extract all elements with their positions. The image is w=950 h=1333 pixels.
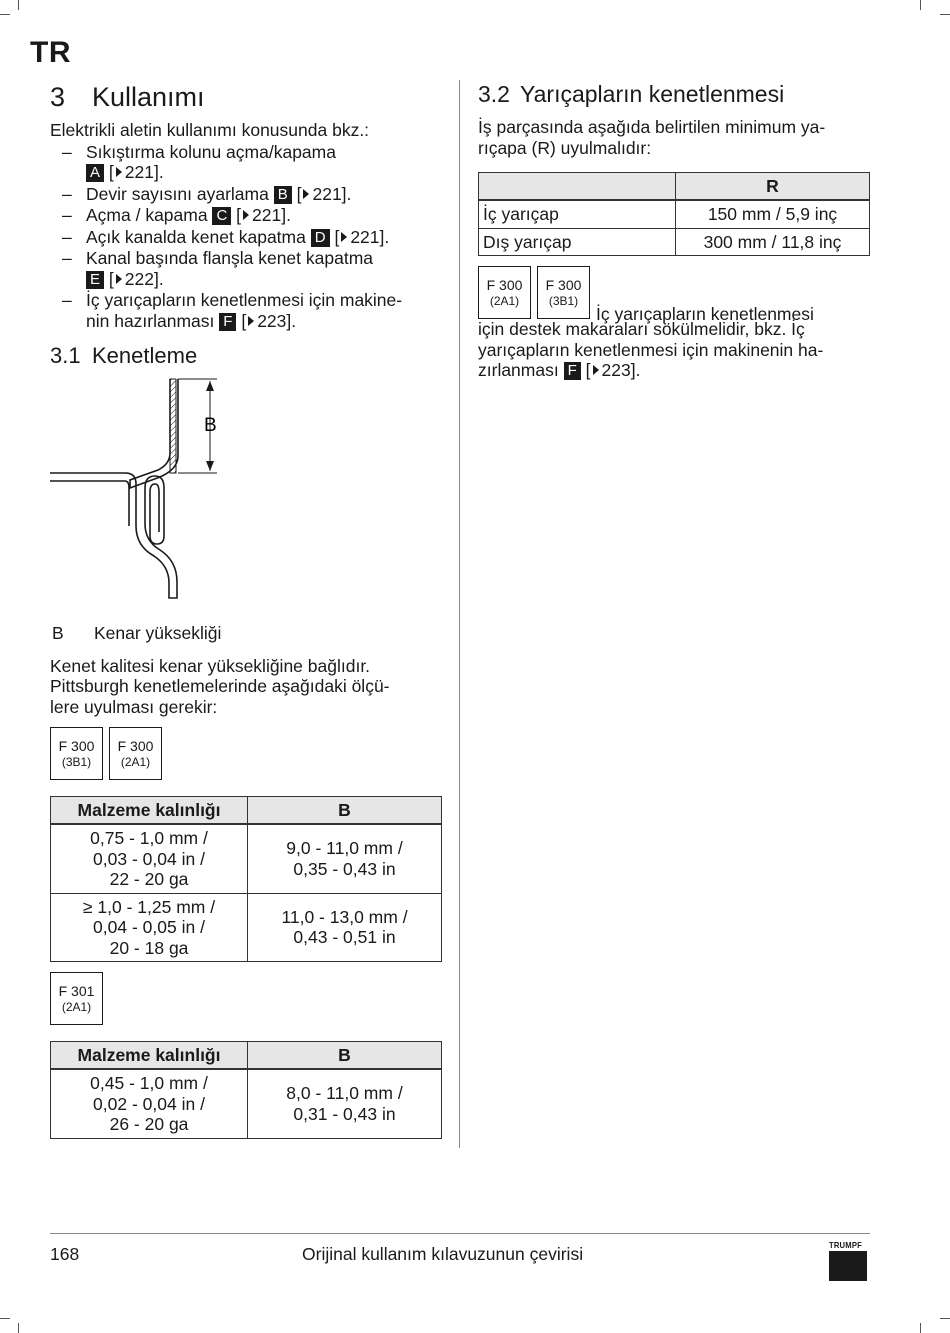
paragraph-line: rıçapa (R) uyulmalıdır:: [478, 137, 652, 158]
paragraph-line: Pittsburgh kenetlemelerinde aşağıdaki ölçü-: [50, 676, 390, 696]
paragraph-line: Kenet kalitesi kenar yüksekliğine bağlıdır.: [50, 655, 371, 676]
cell-line: 0,45 - 1,0 mm /: [90, 1073, 208, 1093]
crop-mark: [940, 1318, 950, 1319]
section-number: 3: [50, 82, 66, 112]
list-item: [50, 184, 442, 205]
list-item: [50, 227, 442, 248]
page-number: 168: [50, 1244, 80, 1264]
model-badges: [50, 727, 442, 780]
table-cell: İç yarıçap: [479, 200, 676, 228]
right-column: [478, 80, 870, 381]
cell-line: 0,35 - 0,43 in: [293, 858, 396, 879]
legend-text: Kenar yüksekliği: [94, 623, 222, 643]
model-badge: [537, 266, 590, 319]
ref-open: [: [108, 162, 114, 182]
seam-quality-paragraph: [50, 656, 442, 718]
item-text-continued: nin hazırlanması: [86, 310, 215, 331]
badge-model: F 300: [58, 737, 95, 754]
dash: –: [62, 205, 72, 225]
arrow-right-icon: [593, 365, 599, 375]
key-label: F: [219, 313, 236, 331]
table-cell: [51, 824, 248, 893]
table-cell: [51, 893, 248, 962]
arrow-right-icon: [303, 189, 309, 199]
table-row: [479, 228, 870, 256]
key-label: F: [564, 362, 581, 380]
badge-model: F 300: [486, 276, 523, 293]
dash: –: [62, 141, 72, 162]
cell-line: 0,31 - 0,43 in: [293, 1103, 396, 1124]
left-column: [50, 80, 442, 1139]
model-badges: [478, 266, 590, 319]
section-title: Kenetleme: [92, 343, 198, 368]
key-label: A: [86, 164, 104, 182]
dash: –: [62, 183, 72, 204]
key-label: B: [274, 186, 292, 204]
table-row: [51, 824, 442, 893]
badge-variant: (2A1): [120, 754, 151, 769]
ref-open: [: [241, 310, 247, 331]
section-3-heading: [50, 80, 442, 114]
ref-open: [: [108, 268, 114, 289]
section-number: 3.2: [478, 81, 510, 107]
dimension-label: B: [204, 415, 217, 436]
table-row: [51, 1069, 442, 1138]
ref-open: [: [296, 183, 302, 204]
cell-line: 0,04 - 0,05 in /: [93, 917, 205, 937]
page-reference[interactable]: 223].: [601, 360, 641, 380]
section-number: 3.1: [50, 343, 81, 368]
badge-model: F 301: [58, 982, 95, 999]
table-cell: [51, 1069, 248, 1138]
table-cell: Dış yarıçap: [479, 228, 676, 256]
intro-text: Elektrikli aletin kullanımı konusunda bkz.:: [50, 120, 370, 140]
ref-open: [: [236, 205, 242, 225]
crop-mark: [0, 14, 10, 15]
paragraph-line: için destek makaraları sökülmelidir, bkz. İç: [478, 319, 805, 339]
cell-line: 0,02 - 0,04 in /: [93, 1093, 205, 1114]
cell-line: ≥ 1,0 - 1,25 mm /: [82, 896, 216, 917]
cell-line: 0,75 - 1,0 mm /: [90, 828, 208, 848]
section-3-2-heading: [478, 80, 870, 108]
key-label: D: [311, 229, 330, 247]
item-text: Kanal başında flanşla kenet kapatma: [86, 248, 373, 268]
paragraph-line: [478, 360, 870, 381]
page-reference[interactable]: 221].: [312, 183, 352, 204]
crop-mark: [18, 0, 19, 10]
dash: –: [62, 290, 72, 310]
cell-line: 22 - 20 ga: [109, 869, 189, 889]
model-badge: [50, 727, 103, 780]
ref-open: [: [585, 360, 591, 380]
radius-intro-paragraph: [478, 117, 870, 158]
figure-legend: [50, 623, 442, 644]
pittsburgh-seam-figure: [50, 376, 250, 608]
section-title: Kullanımı: [92, 82, 205, 112]
crop-mark: [0, 1318, 10, 1319]
list-item: [50, 142, 442, 183]
section-3-1-heading: [50, 342, 442, 370]
cell-line: 0,03 - 0,04 in /: [93, 848, 205, 869]
cell-line: 0,43 - 0,51 in: [293, 927, 396, 948]
table-cell: [248, 1069, 442, 1138]
table-row: [51, 893, 442, 962]
paragraph-line: yarıçapların kenetlenmesi için makinenin ha-: [478, 339, 824, 360]
language-code: TR: [30, 36, 71, 69]
page-reference[interactable]: 223].: [257, 310, 297, 331]
model-badge: [109, 727, 162, 780]
page-reference[interactable]: 222].: [124, 268, 164, 289]
column-header: Malzeme kalınlığı: [51, 1042, 248, 1070]
crop-mark: [920, 0, 921, 10]
model-badge: [478, 266, 531, 319]
footer-title: Orijinal kullanım kılavuzunun çevirisi: [302, 1244, 584, 1264]
column-header: R: [676, 173, 870, 201]
key-label: C: [212, 207, 231, 225]
thickness-table-f300: [50, 796, 442, 962]
badge-variant: (3B1): [548, 293, 579, 308]
table-row: [479, 200, 870, 228]
cell-line: 8,0 - 11,0 mm /: [286, 1083, 403, 1104]
list-item: [50, 290, 442, 331]
model-badges: [50, 972, 442, 1025]
column-header: B: [248, 1042, 442, 1070]
logo-text: TRUMPF: [829, 1240, 862, 1250]
table-cell: [248, 893, 442, 962]
badge-variant: (2A1): [489, 293, 520, 308]
arrow-right-icon: [341, 232, 347, 242]
legend-key: B: [52, 623, 64, 643]
model-badge: [50, 972, 103, 1025]
item-text: Açma / kapama: [86, 205, 208, 225]
page-reference[interactable]: 221].: [350, 226, 390, 247]
list-item: [50, 248, 442, 289]
item-text: Sıkıştırma kolunu açma/kapama: [86, 141, 336, 162]
dash: –: [62, 226, 72, 247]
list-item: [50, 205, 442, 226]
radius-note-block: [478, 266, 870, 324]
footer-rule: [50, 1233, 870, 1234]
paragraph-line: İç yarıçapların kenetlenmesi: [596, 303, 814, 324]
cell-line: 9,0 - 11,0 mm /: [286, 838, 403, 859]
badge-variant: (2A1): [61, 999, 92, 1014]
item-text: Devir sayısını ayarlama: [86, 183, 269, 204]
table-cell: 300 mm / 11,8 inç: [676, 228, 870, 256]
page-reference[interactable]: 221].: [124, 162, 164, 182]
table-cell: 150 mm / 5,9 inç: [676, 200, 870, 228]
badge-model: F 300: [545, 276, 582, 293]
paragraph-line: lere uyulması gerekir:: [50, 696, 218, 717]
column-header: Malzeme kalınlığı: [51, 797, 248, 825]
trumpf-logo: [829, 1240, 867, 1281]
logo-block: [829, 1251, 867, 1281]
arrow-right-icon: [116, 167, 122, 177]
paragraph-line: İş parçasında aşağıda belirtilen minimum ya-: [478, 117, 826, 137]
crop-mark: [18, 1323, 19, 1333]
crop-mark: [940, 14, 950, 15]
key-label: E: [86, 271, 104, 289]
arrow-right-icon: [116, 274, 122, 284]
thickness-table-f301: [50, 1041, 442, 1139]
table-cell: [248, 824, 442, 893]
ref-open: [: [334, 226, 340, 247]
crop-mark: [920, 1323, 921, 1333]
arrow-right-icon: [248, 316, 254, 326]
arrow-right-icon: [243, 210, 249, 220]
dash: –: [62, 248, 72, 268]
radius-table: [478, 172, 870, 256]
badge-model: F 300: [117, 737, 154, 754]
cell-line: 20 - 18 ga: [109, 937, 189, 958]
column-header: [479, 173, 676, 201]
page-reference[interactable]: 221].: [252, 205, 291, 225]
cell-line: 11,0 - 13,0 mm /: [281, 906, 408, 927]
column-divider: [459, 80, 460, 1148]
cell-line: 26 - 20 ga: [109, 1114, 189, 1134]
item-text: İç yarıçapların kenetlenmesi için makine-: [86, 290, 403, 310]
section-title: Yarıçapların kenetlenmesi: [520, 81, 785, 107]
item-text: Açık kanalda kenet kapatma: [86, 226, 306, 247]
badge-variant: (3B1): [61, 754, 92, 769]
column-header: B: [248, 797, 442, 825]
note-last-text: zırlanması: [478, 360, 559, 380]
radius-note-text: [478, 319, 870, 381]
usage-list: [50, 142, 442, 332]
